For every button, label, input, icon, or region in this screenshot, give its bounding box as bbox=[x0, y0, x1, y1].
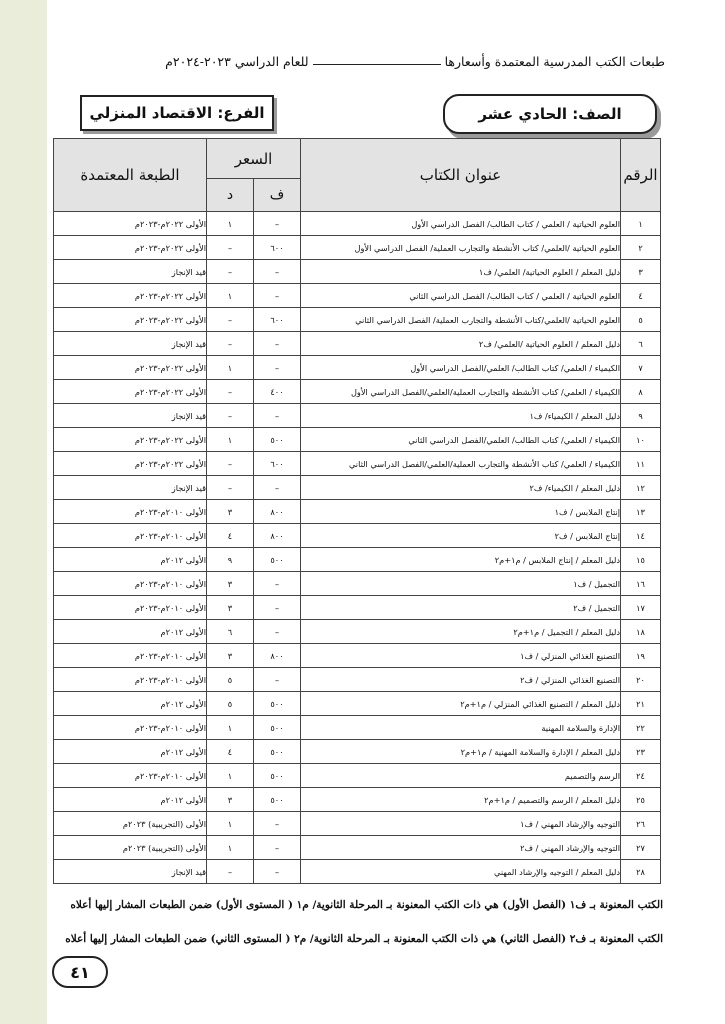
price-dinar: ٥ bbox=[207, 668, 254, 692]
price-dinar: ٤ bbox=[207, 740, 254, 764]
price-fils: ٥٠٠ bbox=[254, 548, 301, 572]
price-dinar: ١ bbox=[207, 212, 254, 236]
price-dinar: ٣ bbox=[207, 788, 254, 812]
approved-edition: الأولى ٢٠١٢م bbox=[54, 788, 207, 812]
price-dinar: – bbox=[207, 860, 254, 884]
book-title: الكيمياء / العلمي/ كتاب الطالب/ العلمي/الفصل الدراسي الأول bbox=[301, 356, 621, 380]
price-fils: ٤٠٠ bbox=[254, 380, 301, 404]
price-dinar: ٣ bbox=[207, 644, 254, 668]
table-row bbox=[54, 836, 661, 860]
table-row bbox=[54, 380, 661, 404]
row-number: ١٥ bbox=[621, 548, 661, 572]
price-fils: – bbox=[254, 332, 301, 356]
table-row bbox=[54, 764, 661, 788]
header-title: عنوان الكتاب bbox=[301, 139, 621, 212]
approved-edition: الأولى ٢٠٢٢م-٢٠٢٣م bbox=[54, 428, 207, 452]
table-row bbox=[54, 572, 661, 596]
table-row bbox=[54, 500, 661, 524]
books-table bbox=[53, 138, 661, 884]
price-fils: – bbox=[254, 836, 301, 860]
table-row bbox=[54, 404, 661, 428]
price-dinar: ٦ bbox=[207, 620, 254, 644]
book-title: إنتاج الملابس / ف٢ bbox=[301, 524, 621, 548]
price-fils: – bbox=[254, 260, 301, 284]
book-title: دليل المعلم / إنتاج الملابس / م١+م٢ bbox=[301, 548, 621, 572]
approved-edition: الأولى ٢٠١٠م-٢٠٢٣م bbox=[54, 668, 207, 692]
header-price: السعر bbox=[207, 139, 301, 179]
price-dinar: ١ bbox=[207, 428, 254, 452]
approved-edition: الأولى ٢٠١٠م-٢٠٢٣م bbox=[54, 716, 207, 740]
approved-edition: قيد الإنجاز bbox=[54, 260, 207, 284]
row-number: ١٧ bbox=[621, 596, 661, 620]
row-number: ١٩ bbox=[621, 644, 661, 668]
book-title: دليل المعلم / التجميل / م١+م٢ bbox=[301, 620, 621, 644]
price-dinar: ٣ bbox=[207, 500, 254, 524]
table-row bbox=[54, 332, 661, 356]
table-row bbox=[54, 692, 661, 716]
price-dinar: ٣ bbox=[207, 572, 254, 596]
book-title: التوجيه والإرشاد المهني / ف١ bbox=[301, 812, 621, 836]
row-number: ٢٠ bbox=[621, 668, 661, 692]
side-color-strip bbox=[0, 0, 47, 1024]
book-title: العلوم الحياتية /العلمي/كتاب الأنشطة والتجارب العملية/ الفصل الدراسي الثاني bbox=[301, 308, 621, 332]
row-number: ١ bbox=[621, 212, 661, 236]
page-header bbox=[60, 50, 665, 72]
approved-edition: الأولى ٢٠٢٢م-٢٠٢٣م bbox=[54, 356, 207, 380]
row-number: ٢٥ bbox=[621, 788, 661, 812]
approved-edition: قيد الإنجاز bbox=[54, 860, 207, 884]
approved-edition: الأولى ٢٠١٠م-٢٠٢٣م bbox=[54, 644, 207, 668]
price-dinar: ٤ bbox=[207, 524, 254, 548]
book-title: التجميل / ف٢ bbox=[301, 596, 621, 620]
table-row bbox=[54, 668, 661, 692]
row-number: ١٣ bbox=[621, 500, 661, 524]
row-number: ٢٢ bbox=[621, 716, 661, 740]
book-title: دليل المعلم / التوجيه والإرشاد المهني bbox=[301, 860, 621, 884]
table-row bbox=[54, 788, 661, 812]
price-fils: ٥٠٠ bbox=[254, 716, 301, 740]
price-fils: – bbox=[254, 596, 301, 620]
price-fils: – bbox=[254, 812, 301, 836]
book-title: الرسم والتصميم bbox=[301, 764, 621, 788]
row-number: ١٠ bbox=[621, 428, 661, 452]
table-row bbox=[54, 236, 661, 260]
book-title: دليل المعلم / الكيمياء/ ف٢ bbox=[301, 476, 621, 500]
row-number: ٢٧ bbox=[621, 836, 661, 860]
approved-edition: الأولى ٢٠٢٢م-٢٠٢٣م bbox=[54, 284, 207, 308]
table-row bbox=[54, 860, 661, 884]
approved-edition: قيد الإنجاز bbox=[54, 332, 207, 356]
row-number: ٢٤ bbox=[621, 764, 661, 788]
price-fils: ٨٠٠ bbox=[254, 500, 301, 524]
row-number: ٢٦ bbox=[621, 812, 661, 836]
table-row bbox=[54, 260, 661, 284]
price-fils: ٥٠٠ bbox=[254, 692, 301, 716]
price-fils: ٥٠٠ bbox=[254, 428, 301, 452]
table-row bbox=[54, 620, 661, 644]
price-fils: ٦٠٠ bbox=[254, 452, 301, 476]
book-title: الكيمياء / العلمي/ كتاب الطالب/ العلمي/الفصل الدراسي الثاني bbox=[301, 428, 621, 452]
row-number: ٣ bbox=[621, 260, 661, 284]
table-row bbox=[54, 308, 661, 332]
book-title: التوجيه والإرشاد المهني / ف٢ bbox=[301, 836, 621, 860]
price-dinar: ٣ bbox=[207, 596, 254, 620]
price-fils: – bbox=[254, 284, 301, 308]
price-fils: ٨٠٠ bbox=[254, 644, 301, 668]
approved-edition: قيد الإنجاز bbox=[54, 476, 207, 500]
grade-label: الصف: الحادي عشر bbox=[443, 94, 657, 134]
table-row bbox=[54, 644, 661, 668]
row-number: ٨ bbox=[621, 380, 661, 404]
book-title: دليل المعلم / الرسم والتصميم / م١+م٢ bbox=[301, 788, 621, 812]
approved-edition: الأولى ٢٠١٢م bbox=[54, 692, 207, 716]
approved-edition: الأولى ٢٠١٢م bbox=[54, 548, 207, 572]
price-fils: ٥٠٠ bbox=[254, 788, 301, 812]
approved-edition: الأولى ٢٠١٠م-٢٠٢٣م bbox=[54, 572, 207, 596]
price-dinar: – bbox=[207, 332, 254, 356]
footnote-2: الكتب المعنونة بـ ف٢ (الفصل الثاني) هي ذات الكتب المعنونة بـ المرحلة الثانوية/ م٢ ( المستوى الثاني) ضمن الطبعات المشار إليها أعلاه bbox=[65, 933, 663, 945]
header-title: طبعات الكتب المدرسية المعتمدة وأسعارها bbox=[444, 53, 665, 69]
table-body bbox=[54, 212, 661, 884]
price-fils: – bbox=[254, 572, 301, 596]
book-title: دليل المعلم / العلوم الحياتية/ العلمي/ ف١ bbox=[301, 260, 621, 284]
row-number: ٢٣ bbox=[621, 740, 661, 764]
approved-edition: الأولى ٢٠٢٢م-٢٠٢٣م bbox=[54, 380, 207, 404]
price-dinar: – bbox=[207, 476, 254, 500]
book-title: دليل المعلم / العلوم الحياتية /العلمي/ ف٢ bbox=[301, 332, 621, 356]
book-title: دليل المعلم / الإدارة والسلامة المهنية / م١+م٢ bbox=[301, 740, 621, 764]
book-title: الكيمياء / العلمي/ كتاب الأنشطة والتجارب العملية/العلمي/الفصل الدراسي الثاني bbox=[301, 452, 621, 476]
table-row bbox=[54, 596, 661, 620]
footnote-1: الكتب المعنونة بـ ف١ (الفصل الأول) هي ذات الكتب المعنونة بـ المرحلة الثانوية/ م١ ( المستوى الأول) ضمن الطبعات المشار إليها أعلاه bbox=[70, 899, 663, 911]
branch-label: الفرع: الاقتصاد المنزلي bbox=[80, 95, 274, 131]
price-dinar: ١ bbox=[207, 764, 254, 788]
row-number: ١١ bbox=[621, 452, 661, 476]
approved-edition: الأولى ٢٠٢٢م-٢٠٢٣م bbox=[54, 236, 207, 260]
approved-edition: الأولى (التجريبية) ٢٠٢٣م bbox=[54, 836, 207, 860]
price-fils: – bbox=[254, 356, 301, 380]
book-title: العلوم الحياتية / العلمي / كتاب الطالب/ الفصل الدراسي الثاني bbox=[301, 284, 621, 308]
price-fils: – bbox=[254, 212, 301, 236]
book-title: التجميل / ف١ bbox=[301, 572, 621, 596]
price-fils: ٥٠٠ bbox=[254, 764, 301, 788]
table-row bbox=[54, 428, 661, 452]
row-number: ١٤ bbox=[621, 524, 661, 548]
price-fils: ٨٠٠ bbox=[254, 524, 301, 548]
table-row bbox=[54, 524, 661, 548]
book-title: التصنيع الغذائي المنزلي / ف١ bbox=[301, 644, 621, 668]
table-row bbox=[54, 356, 661, 380]
price-dinar: ٥ bbox=[207, 692, 254, 716]
header-fils: ف bbox=[254, 179, 301, 212]
price-dinar: – bbox=[207, 404, 254, 428]
row-number: ٢٨ bbox=[621, 860, 661, 884]
price-fils: – bbox=[254, 404, 301, 428]
book-title: العلوم الحياتية /العلمي/ كتاب الأنشطة والتجارب العملية/ الفصل الدراسي الأول bbox=[301, 236, 621, 260]
header-edition: الطبعة المعتمدة bbox=[54, 139, 207, 212]
table-row bbox=[54, 548, 661, 572]
row-number: ٧ bbox=[621, 356, 661, 380]
price-dinar: ٩ bbox=[207, 548, 254, 572]
row-number: ١٦ bbox=[621, 572, 661, 596]
price-fils: ٦٠٠ bbox=[254, 236, 301, 260]
book-title: إنتاج الملابس / ف١ bbox=[301, 500, 621, 524]
approved-edition: الأولى ٢٠١٠م-٢٠٢٣م bbox=[54, 524, 207, 548]
table-row bbox=[54, 740, 661, 764]
price-fils: – bbox=[254, 620, 301, 644]
header-num: الرقم bbox=[621, 139, 661, 212]
table-row bbox=[54, 812, 661, 836]
price-dinar: ١ bbox=[207, 836, 254, 860]
row-number: ٦ bbox=[621, 332, 661, 356]
price-dinar: – bbox=[207, 236, 254, 260]
book-title: العلوم الحياتية / العلمي / كتاب الطالب/ الفصل الدراسي الأول bbox=[301, 212, 621, 236]
table-row bbox=[54, 716, 661, 740]
price-fils: – bbox=[254, 476, 301, 500]
price-dinar: – bbox=[207, 380, 254, 404]
row-number: ١٢ bbox=[621, 476, 661, 500]
header-rule bbox=[313, 63, 441, 65]
book-title: الكيمياء / العلمي/ كتاب الأنشطة والتجارب العملية/العلمي/الفصل الدراسي الأول bbox=[301, 380, 621, 404]
price-dinar: – bbox=[207, 452, 254, 476]
approved-edition: الأولى ٢٠٢٢م-٢٠٢٣م bbox=[54, 308, 207, 332]
price-fils: ٥٠٠ bbox=[254, 740, 301, 764]
header-dinar: د bbox=[207, 179, 254, 212]
approved-edition: قيد الإنجاز bbox=[54, 404, 207, 428]
page-number: ٤١ bbox=[52, 956, 108, 988]
table-row bbox=[54, 476, 661, 500]
row-number: ٢ bbox=[621, 236, 661, 260]
book-title: الإدارة والسلامة المهنية bbox=[301, 716, 621, 740]
approved-edition: الأولى ٢٠١٠م-٢٠٢٣م bbox=[54, 500, 207, 524]
price-fils: – bbox=[254, 860, 301, 884]
price-dinar: ١ bbox=[207, 812, 254, 836]
table-row bbox=[54, 284, 661, 308]
price-fils: – bbox=[254, 668, 301, 692]
price-fils: ٦٠٠ bbox=[254, 308, 301, 332]
approved-edition: الأولى ٢٠١٠م-٢٠٢٣م bbox=[54, 764, 207, 788]
price-dinar: – bbox=[207, 308, 254, 332]
footnotes bbox=[55, 888, 663, 956]
table-row bbox=[54, 212, 661, 236]
row-number: ١٨ bbox=[621, 620, 661, 644]
book-title: التصنيع الغذائي المنزلي / ف٢ bbox=[301, 668, 621, 692]
price-dinar: ١ bbox=[207, 716, 254, 740]
approved-edition: الأولى ٢٠٢٢م-٢٠٢٣م bbox=[54, 212, 207, 236]
approved-edition: الأولى ٢٠٢٢م-٢٠٢٣م bbox=[54, 452, 207, 476]
row-number: ٤ bbox=[621, 284, 661, 308]
approved-edition: الأولى (التجريبية) ٢٠٢٣م bbox=[54, 812, 207, 836]
approved-edition: الأولى ٢٠١٢م bbox=[54, 620, 207, 644]
row-number: ٢١ bbox=[621, 692, 661, 716]
price-dinar: ١ bbox=[207, 284, 254, 308]
price-dinar: ١ bbox=[207, 356, 254, 380]
row-number: ٥ bbox=[621, 308, 661, 332]
approved-edition: الأولى ٢٠١٢م bbox=[54, 740, 207, 764]
book-title: دليل المعلم / التصنيع الغذائي المنزلي / م١+م٢ bbox=[301, 692, 621, 716]
book-title: دليل المعلم / الكيمياء/ ف١ bbox=[301, 404, 621, 428]
table-row bbox=[54, 452, 661, 476]
approved-edition: الأولى ٢٠١٠م-٢٠٢٣م bbox=[54, 596, 207, 620]
row-number: ٩ bbox=[621, 404, 661, 428]
header-year: للعام الدراسي ٢٠٢٣-٢٠٢٤م bbox=[165, 53, 309, 69]
price-dinar: – bbox=[207, 260, 254, 284]
